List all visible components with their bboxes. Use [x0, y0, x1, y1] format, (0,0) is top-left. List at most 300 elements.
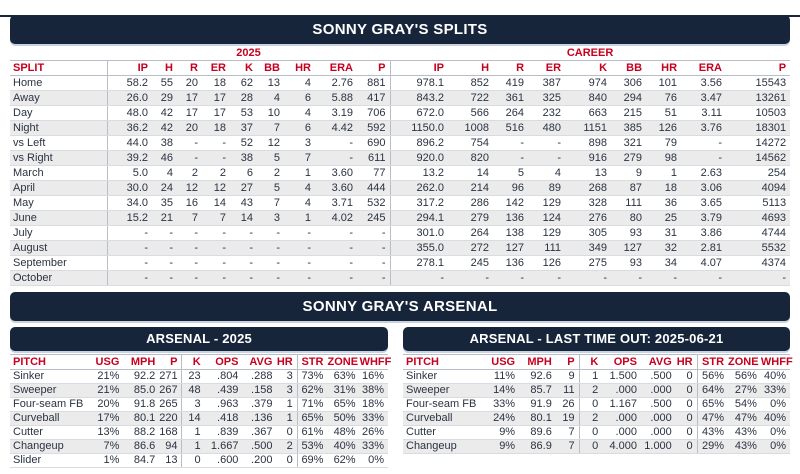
stat-cell: - — [177, 256, 202, 271]
stat-cell: - — [357, 271, 390, 286]
stat-cell: 17 — [177, 91, 202, 106]
stat-cell: 17 — [202, 106, 230, 121]
stat-cell: 286 — [448, 196, 493, 211]
stat-cell: 5 — [493, 166, 528, 181]
splits-row — [10, 181, 790, 196]
arsenal-panels — [10, 327, 793, 468]
stat-cell: 305 — [565, 226, 611, 241]
stat-cell: 4374 — [726, 256, 790, 271]
stat-cell: 215 — [611, 106, 646, 121]
stat-cell: 920.0 — [390, 151, 448, 166]
arsenal-col-header: MPH — [519, 355, 556, 370]
stat-cell: - — [257, 226, 284, 241]
stat-cell: 974 — [565, 76, 611, 91]
stat-cell: - — [315, 226, 357, 241]
stat-cell: .963 — [205, 398, 243, 412]
stat-cell: 1150.0 — [390, 121, 448, 136]
stat-cell: 4 — [284, 76, 315, 91]
stat-cell: 444 — [357, 181, 390, 196]
stat-cell: 2 — [579, 412, 602, 426]
stat-cell: 14% — [482, 384, 519, 398]
stat-cell: 1 — [646, 166, 681, 181]
stat-cell: - — [448, 271, 493, 286]
stat-cell: - — [493, 151, 528, 166]
stat-cell: 54% — [728, 398, 761, 412]
stat-cell: 279 — [448, 211, 493, 226]
stat-cell: 3.60 — [315, 181, 357, 196]
pitch-label: Cutter — [10, 426, 87, 440]
stat-cell: 40% — [761, 412, 790, 426]
stat-cell: 264 — [448, 226, 493, 241]
stat-cell: 26% — [360, 426, 388, 440]
stat-cell: 14562 — [726, 151, 790, 166]
arsenal-col-header: MPH — [123, 355, 159, 370]
stat-cell: 262.0 — [390, 181, 448, 196]
stat-cell: 61% — [297, 426, 327, 440]
stat-cell: 7 — [284, 151, 315, 166]
arsenal-last-time-out-panel — [403, 327, 793, 468]
splits-col-header: H — [448, 61, 493, 76]
splits-col-header: R — [177, 61, 202, 76]
stat-cell: - — [284, 271, 315, 286]
split-label: April — [10, 181, 107, 196]
stat-cell: 98 — [646, 151, 681, 166]
stat-cell: 214 — [448, 181, 493, 196]
stat-cell: 71% — [297, 398, 327, 412]
stat-cell: 16 — [177, 196, 202, 211]
stat-cell: - — [177, 241, 202, 256]
splits-title: SONNY GRAY'S SPLITS — [312, 21, 488, 38]
arsenal-col-header: STR — [697, 355, 728, 370]
stat-cell: 1151 — [565, 121, 611, 136]
stat-cell: 4 — [528, 166, 565, 181]
stat-cell: 0 — [676, 370, 697, 384]
stat-cell: 5 — [257, 151, 284, 166]
arsenal-col-header: USG — [87, 355, 123, 370]
stat-cell: 0 — [676, 426, 697, 440]
stat-cell: 271 — [159, 370, 182, 384]
splits-col-header: P — [726, 61, 790, 76]
stat-cell: 279 — [611, 151, 646, 166]
stat-cell: - — [177, 136, 202, 151]
stat-cell: 245 — [357, 211, 390, 226]
stat-cell: 0% — [761, 426, 790, 440]
arsenal-col-header: P — [159, 355, 182, 370]
split-label: October — [10, 271, 107, 286]
stat-cell: 48.0 — [107, 106, 152, 121]
stat-cell: .136 — [242, 412, 276, 426]
stat-cell: 40% — [761, 370, 790, 384]
stat-cell: 4.42 — [315, 121, 357, 136]
stat-cell: 480 — [528, 121, 565, 136]
stat-cell: 53% — [297, 440, 327, 454]
stat-cell: 38 — [230, 151, 257, 166]
stat-cell: 690 — [357, 136, 390, 151]
stat-cell: .158 — [242, 384, 276, 398]
stat-cell: 220 — [159, 412, 182, 426]
pitch-row — [10, 426, 388, 440]
arsenal-col-header: HR — [676, 355, 697, 370]
stat-cell: 47% — [697, 412, 728, 426]
stat-cell: 34.0 — [107, 196, 152, 211]
stat-cell: .000 — [641, 412, 676, 426]
stat-cell: 85.0 — [123, 384, 159, 398]
stat-cell: 33% — [360, 412, 388, 426]
stat-cell: 3 — [276, 384, 297, 398]
stat-cell: - — [284, 226, 315, 241]
splits-row — [10, 76, 790, 91]
stat-cell: 17 — [177, 106, 202, 121]
arsenal-last-time-out-table — [403, 354, 793, 454]
pitch-label: Curveball — [403, 412, 482, 426]
stat-cell: 820 — [448, 151, 493, 166]
pitch-row — [403, 370, 790, 384]
stat-cell: .000 — [641, 384, 676, 398]
stat-cell: 136 — [493, 256, 528, 271]
stat-cell: 62% — [297, 384, 327, 398]
pitch-row — [403, 440, 790, 454]
arsenal-col-header: STR — [297, 355, 327, 370]
stat-cell: 129 — [528, 196, 565, 211]
arsenal-col-header: ZONE — [728, 355, 761, 370]
stat-cell: - — [357, 226, 390, 241]
stat-cell: 50% — [327, 412, 359, 426]
stat-cell: .288 — [242, 370, 276, 384]
stat-cell: - — [257, 256, 284, 271]
splits-row — [10, 241, 790, 256]
stat-cell: 14 — [202, 196, 230, 211]
stat-cell: 852 — [448, 76, 493, 91]
arsenal-col-header: OPS — [205, 355, 243, 370]
arsenal-col-header: PITCH — [403, 355, 482, 370]
stat-cell: 4 — [284, 181, 315, 196]
stat-cell: 611 — [357, 151, 390, 166]
stat-cell: - — [315, 136, 357, 151]
stat-cell: 566 — [448, 106, 493, 121]
stat-cell: .439 — [205, 384, 243, 398]
stat-cell: 17 — [202, 91, 230, 106]
stat-cell: - — [493, 271, 528, 286]
stat-cell: 14 — [182, 412, 205, 426]
splits-col-header: ERA — [315, 61, 357, 76]
stat-cell: 754 — [448, 136, 493, 151]
stat-cell: 532 — [357, 196, 390, 211]
stat-cell: 9 — [611, 166, 646, 181]
stat-cell: 2 — [257, 166, 284, 181]
stat-cell: - — [726, 271, 790, 286]
stat-cell: 65% — [297, 412, 327, 426]
stat-cell: 321 — [611, 136, 646, 151]
splits-col-header: ER — [202, 61, 230, 76]
stat-cell: 1.667 — [205, 440, 243, 454]
stat-cell: - — [681, 151, 726, 166]
stat-cell: - — [107, 226, 152, 241]
stat-cell: 93 — [611, 256, 646, 271]
splits-row — [10, 151, 790, 166]
stat-cell: - — [284, 256, 315, 271]
stat-cell: 9 — [556, 370, 579, 384]
stat-cell: 14 — [448, 166, 493, 181]
split-label: Night — [10, 121, 107, 136]
stat-cell: - — [493, 136, 528, 151]
stat-cell: 1 — [284, 211, 315, 226]
splits-column-header-row — [10, 61, 790, 76]
stat-cell: 3.47 — [681, 91, 726, 106]
stat-cell: 18 — [646, 181, 681, 196]
stat-cell: 86.9 — [519, 440, 556, 454]
stat-cell: 1 — [579, 370, 602, 384]
stat-cell: 2 — [276, 440, 297, 454]
pitch-row — [10, 440, 388, 454]
splits-row — [10, 211, 790, 226]
stat-cell: 14272 — [726, 136, 790, 151]
stat-cell: 10 — [257, 106, 284, 121]
split-label: Day — [10, 106, 107, 121]
splits-col-header: IP — [390, 61, 448, 76]
stat-cell: - — [315, 271, 357, 286]
stat-cell: 0% — [360, 454, 388, 468]
stat-cell: 0 — [676, 412, 697, 426]
season-group-row — [10, 47, 790, 61]
stat-cell: 2 — [202, 166, 230, 181]
stat-cell: 4693 — [726, 211, 790, 226]
stat-cell: 232 — [528, 106, 565, 121]
pitch-label: Slider — [10, 454, 87, 468]
stat-cell: 92.6 — [519, 370, 556, 384]
stat-cell: 9% — [482, 440, 519, 454]
split-label: vs Right — [10, 151, 107, 166]
stat-cell: - — [315, 256, 357, 271]
pitch-label: Changeup — [403, 440, 482, 454]
stat-cell: 5.88 — [315, 91, 357, 106]
stat-cell: - — [357, 256, 390, 271]
stat-cell: .379 — [242, 398, 276, 412]
stat-cell: 6 — [284, 91, 315, 106]
stat-cell: 1 — [182, 440, 205, 454]
stat-cell: 6 — [284, 121, 315, 136]
stat-cell: - — [646, 271, 681, 286]
stat-cell: 20% — [87, 398, 123, 412]
stat-cell: 39.2 — [107, 151, 152, 166]
stat-cell: 34 — [646, 256, 681, 271]
stat-cell: 35 — [152, 196, 177, 211]
splits-row — [10, 271, 790, 286]
stat-cell: 42 — [152, 106, 177, 121]
stat-cell: 245 — [448, 256, 493, 271]
stat-cell: - — [681, 136, 726, 151]
stat-cell: 2 — [177, 166, 202, 181]
stat-cell: .500 — [242, 440, 276, 454]
stat-cell: 916 — [565, 151, 611, 166]
stat-cell: - — [257, 241, 284, 256]
arsenal-title: SONNY GRAY'S ARSENAL — [302, 298, 498, 315]
stat-cell: 3.79 — [681, 211, 726, 226]
pitch-label: Cutter — [403, 426, 482, 440]
stat-cell: 80.1 — [123, 412, 159, 426]
arsenal-last-time-out-column-header-row — [403, 355, 790, 370]
split-label: September — [10, 256, 107, 271]
stat-cell: 13 — [159, 454, 182, 468]
stat-cell: 16% — [360, 370, 388, 384]
stat-cell: 272 — [448, 241, 493, 256]
stat-cell: - — [528, 136, 565, 151]
stat-cell: 15.2 — [107, 211, 152, 226]
stat-cell: 1.167 — [602, 398, 641, 412]
stat-cell: .839 — [205, 426, 243, 440]
stat-cell: 275 — [565, 256, 611, 271]
stat-cell: 124 — [528, 211, 565, 226]
splits-col-header: ERA — [681, 61, 726, 76]
pitch-label: Sweeper — [403, 384, 482, 398]
stat-cell: 129 — [528, 226, 565, 241]
stat-cell: 349 — [565, 241, 611, 256]
stat-cell: 264 — [493, 106, 528, 121]
stat-cell: 17% — [87, 412, 123, 426]
stat-cell: 27% — [728, 384, 761, 398]
stat-cell: .000 — [602, 426, 641, 440]
stat-cell: - — [528, 151, 565, 166]
stat-cell: - — [230, 226, 257, 241]
stat-cell: 43% — [697, 426, 728, 440]
splits-col-header: HR — [646, 61, 681, 76]
stat-cell: 89.6 — [519, 426, 556, 440]
stat-cell: 268 — [565, 181, 611, 196]
stat-cell: - — [315, 241, 357, 256]
stat-cell: 2 — [579, 384, 602, 398]
stat-cell: 88.2 — [123, 426, 159, 440]
stat-cell: 62 — [230, 76, 257, 91]
stat-cell: 87 — [611, 181, 646, 196]
arsenal-col-header: WHFF — [760, 356, 793, 368]
stat-cell: 898 — [565, 136, 611, 151]
stat-cell: 73% — [297, 370, 327, 384]
split-label: August — [10, 241, 107, 256]
splits-col-header: P — [357, 61, 390, 76]
stat-cell: 0 — [182, 454, 205, 468]
pitch-row — [10, 454, 388, 468]
arsenal-col-header: AVG — [641, 355, 676, 370]
stat-cell: 127 — [611, 241, 646, 256]
stat-cell: 80 — [611, 211, 646, 226]
stat-cell: 13 — [565, 166, 611, 181]
stat-cell: 0 — [676, 384, 697, 398]
stat-cell: 1008 — [448, 121, 493, 136]
pitch-row — [10, 370, 388, 384]
splits-row — [10, 256, 790, 271]
stat-cell: 28 — [230, 91, 257, 106]
stat-cell: 20 — [177, 76, 202, 91]
stat-cell: 0% — [761, 440, 790, 454]
stat-cell: 516 — [493, 121, 528, 136]
stat-cell: 51 — [646, 106, 681, 121]
stat-cell: 276 — [565, 211, 611, 226]
stat-cell: 46 — [152, 151, 177, 166]
stat-cell: 33% — [360, 440, 388, 454]
stat-cell: - — [202, 151, 230, 166]
arsenal-2025-table — [10, 354, 392, 468]
pitch-row — [10, 412, 388, 426]
stat-cell: 38 — [152, 136, 177, 151]
stat-cell: 706 — [357, 106, 390, 121]
pitch-row — [403, 426, 790, 440]
stat-cell: - — [107, 256, 152, 271]
stat-cell: - — [202, 241, 230, 256]
arsenal-2025-panel-bar — [10, 327, 388, 351]
arsenal-col-header: HR — [276, 355, 297, 370]
stat-cell: 3.56 — [681, 76, 726, 91]
split-label: vs Left — [10, 136, 107, 151]
stat-cell: 168 — [159, 426, 182, 440]
stat-cell: 4744 — [726, 226, 790, 241]
stat-cell: 43% — [728, 426, 761, 440]
stat-cell: 64% — [697, 384, 728, 398]
stat-cell: .000 — [641, 426, 676, 440]
stat-cell: 92.2 — [123, 370, 159, 384]
stat-cell: 33% — [761, 384, 790, 398]
split-column-header: SPLIT — [10, 61, 107, 76]
stat-cell: 881 — [357, 76, 390, 91]
stat-cell: .000 — [602, 412, 641, 426]
stat-cell: - — [230, 256, 257, 271]
stat-cell: 23 — [182, 370, 205, 384]
pitch-row — [403, 384, 790, 398]
stat-cell: 387 — [528, 76, 565, 91]
splits-col-header: ER — [528, 61, 565, 76]
stat-cell: 36 — [646, 196, 681, 211]
splits-row — [10, 121, 790, 136]
stat-cell: 325 — [528, 91, 565, 106]
split-label: Home — [10, 76, 107, 91]
stat-cell: - — [152, 226, 177, 241]
stat-cell: 89 — [528, 181, 565, 196]
stat-cell: 3.06 — [681, 181, 726, 196]
stat-cell: 4 — [284, 106, 315, 121]
stat-cell: 36.2 — [107, 121, 152, 136]
split-label: June — [10, 211, 107, 226]
stat-cell: .000 — [602, 384, 641, 398]
stat-cell: 12 — [202, 181, 230, 196]
stat-cell: 361 — [493, 91, 528, 106]
stat-cell: 722 — [448, 91, 493, 106]
stat-cell: 355.0 — [390, 241, 448, 256]
stat-cell: 267 — [159, 384, 182, 398]
stat-cell: - — [257, 271, 284, 286]
stat-cell: 84.7 — [123, 454, 159, 468]
splits-row — [10, 166, 790, 181]
stat-cell: 3.60 — [315, 166, 357, 181]
pitch-label: Four-seam FB — [10, 398, 87, 412]
stat-cell: 24 — [152, 181, 177, 196]
stat-cell: 63% — [327, 370, 359, 384]
stat-cell: 14 — [230, 211, 257, 226]
stat-cell: 18301 — [726, 121, 790, 136]
stat-cell: .500 — [641, 370, 676, 384]
stat-cell: 4.07 — [681, 256, 726, 271]
stat-cell: 3.11 — [681, 106, 726, 121]
stat-cell: 0 — [579, 398, 602, 412]
stat-cell: 29 — [152, 91, 177, 106]
stat-cell: 33% — [482, 398, 519, 412]
stat-cell: 9% — [482, 426, 519, 440]
stat-cell: 77 — [357, 166, 390, 181]
stat-cell: 19 — [556, 412, 579, 426]
stat-cell: .200 — [242, 454, 276, 468]
pitch-label: Sinker — [403, 370, 482, 384]
stat-cell: 7 — [556, 426, 579, 440]
stat-cell: 1.000 — [641, 440, 676, 454]
stat-cell: 38% — [360, 384, 388, 398]
stat-cell: 1.500 — [602, 370, 641, 384]
